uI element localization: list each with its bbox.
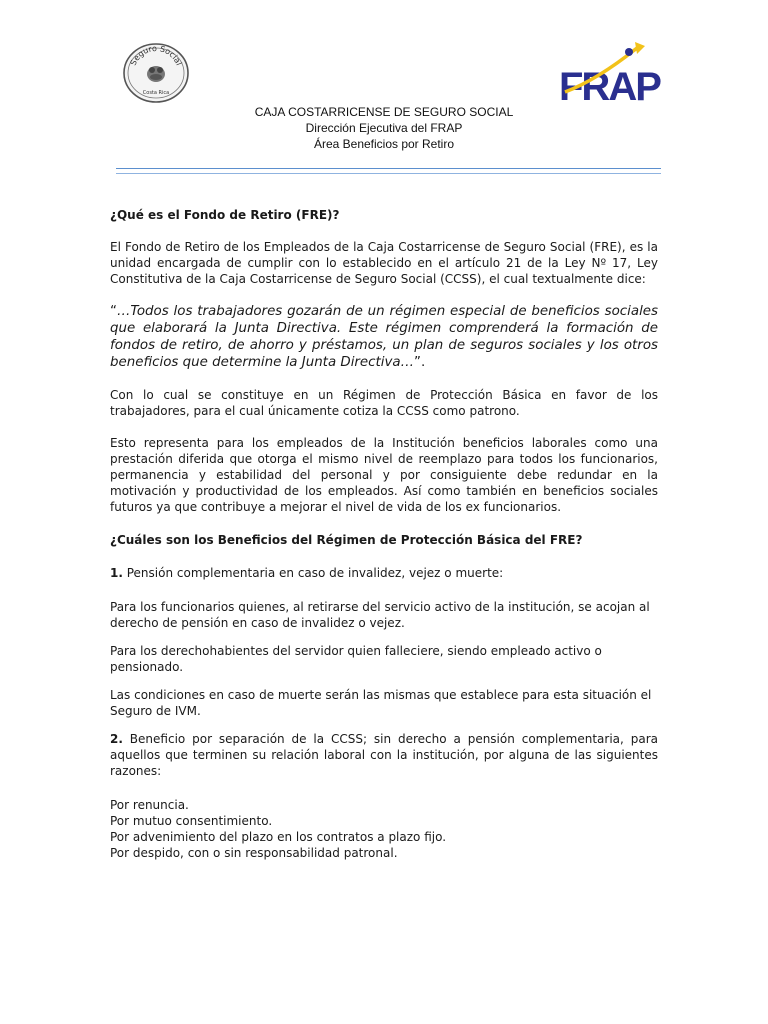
seal-bottom-text: Costa Rica xyxy=(142,90,170,96)
paragraph-death-conditions: Las condiciones en caso de muerte serán las mismas que establece para esta situación el Seguro de IVM. xyxy=(110,688,652,718)
header-divider xyxy=(116,168,661,169)
list-item: Por renuncia. xyxy=(110,798,189,812)
document-body xyxy=(110,207,658,861)
law-quote xyxy=(110,303,658,371)
question-heading-2: ¿Cuáles son los Beneficios del Régimen de Protección Básica del FRE? xyxy=(110,533,583,547)
paragraph-benefits-description: Esto representa para los empleados de la Institución beneficios laborales como una prestación diferida que otorga el mismo nivel de reemplazo para todos los funcionarios, permanencia y estabilidad del personal y por consiguiente debe redundar en la motivación y productividad de los empleados. Así como también en beneficios sociales futuros ya que contribuye a mejorar el nivel de vida de los ex funcionarios. xyxy=(110,436,658,514)
quote-text: …Todos los trabajadores gozarán de un régimen especial de beneficios sociales que elaborará la Junta Directiva. Este régimen comprenderá la formación de fondos de retiro, de ahorro y préstamos, un plan de seguros sociales y los otros beneficios que determine la Junta Directiva… xyxy=(110,304,658,370)
benefit-item-1-text: Pensión complementaria en caso de invalidez, vejez o muerte: xyxy=(122,566,504,580)
benefit-item-1 xyxy=(110,565,658,581)
paragraph-beneficiaries: Para los derechohabientes del servidor quien falleciere, siendo empleado activo o pensionado. xyxy=(110,644,602,674)
benefit-item-2-number: 2. xyxy=(110,732,123,746)
quote-close-mark: ”. xyxy=(414,355,426,370)
header-direction: Dirección Ejecutiva del FRAP xyxy=(305,121,463,135)
header-institution: CAJA COSTARRICENSE DE SEGURO SOCIAL xyxy=(254,105,514,119)
document-header xyxy=(0,104,768,152)
list-item: Por advenimiento del plazo en los contratos a plazo fijo. xyxy=(110,830,447,844)
paragraph-intro: El Fondo de Retiro de los Empleados de la Caja Costarricense de Seguro Social (FRE), es la unidad encargada de cumplir con lo establecido en el artículo 21 de la Ley Nº 17, Ley Constitutiva de la Caja Costarricense de Seguro Social (CCSS), el cual textualmente dice: xyxy=(110,240,658,286)
frap-logo-text: FRAP xyxy=(559,65,660,109)
header-area: Área Beneficios por Retiro xyxy=(313,137,455,151)
header-divider-secondary xyxy=(116,173,661,174)
seal-top-text: Seguro Social xyxy=(128,43,184,67)
frap-logo xyxy=(557,42,660,109)
benefit-item-1-number: 1. xyxy=(110,566,123,580)
list-item: Por despido, con o sin responsabilidad patronal. xyxy=(110,846,398,860)
list-item: Por mutuo consentimiento. xyxy=(110,814,273,828)
paragraph-regimen: Con lo cual se constituye en un Régimen de Protección Básica en favor de los trabajadores, para el cual únicamente cotiza la CCSS como patrono. xyxy=(110,388,658,418)
separation-reasons-list xyxy=(110,797,658,861)
benefit-item-2 xyxy=(110,731,658,779)
benefit-item-2-text: Beneficio por separación de la CCSS; sin derecho a pensión complementaria, para aquellos que terminen su relación laboral con la institución, por alguna de las siguientes razones: xyxy=(110,732,658,778)
seguro-social-logo xyxy=(122,43,190,103)
seal-figure-icon xyxy=(147,66,165,82)
paragraph-retirement: Para los funcionarios quienes, al retirarse del servicio activo de la institución, se acojan al derecho de pensión en caso de invalidez o vejez. xyxy=(110,600,650,630)
question-heading-1: ¿Qué es el Fondo de Retiro (FRE)? xyxy=(110,208,340,222)
quote-open-mark: “ xyxy=(110,304,117,319)
